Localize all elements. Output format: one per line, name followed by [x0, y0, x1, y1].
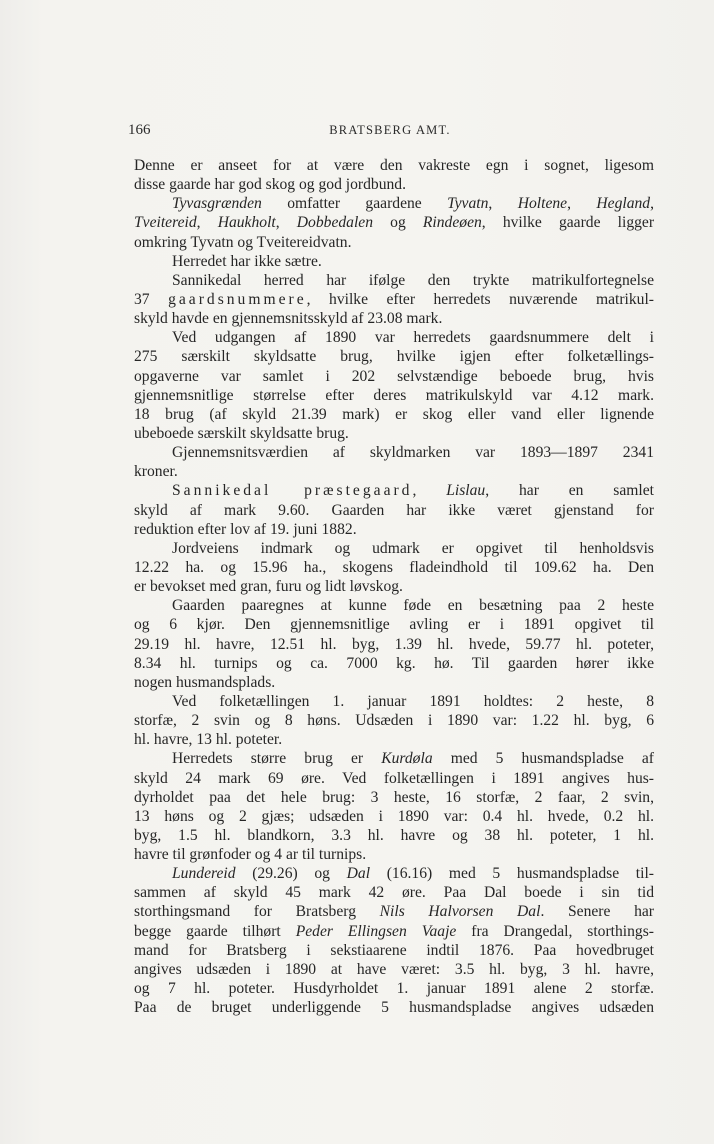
text-line: storthingsmand for Bratsberg Nils Halvorsen Dal. Senere har — [134, 903, 654, 921]
text-line: skyld af mark 9.60. Gaarden har ikke været gjenstand for — [134, 501, 654, 519]
running-title: BRATSBERG AMT. — [329, 123, 451, 137]
text-line: kroner. — [134, 463, 178, 481]
text-line: gjennemsnitlige størrelse efter deres matrikulskyld var 4.12 mark. — [134, 386, 654, 404]
text-line: 18 brug (af skyld 21.39 mark) er skog eller vand eller lignende — [134, 405, 654, 423]
text-line: mand for Bratsberg i sekstiaarene indtil 1876. Paa hovedbruget — [134, 941, 654, 959]
text-line: og 6 kjør. Den gjennemsnitlige avling er i 1891 opgivet til — [134, 616, 654, 634]
text-line: Tveitereid, Haukholt, Dobbedalen og Rindeøen, hvilke gaarde ligger — [134, 214, 655, 232]
text-line: Herredet har ikke sætre. — [172, 252, 322, 270]
text-line: reduktion efter lov af 19. juni 1882. — [134, 520, 357, 538]
text-line: disse gaarde har god skog og god jordbund. — [134, 176, 406, 194]
page-header — [128, 122, 652, 142]
text-line: nogen husmandsplads. — [134, 673, 276, 691]
text-line: ubeboede særskilt skyldsatte brug. — [134, 424, 349, 442]
text-line: skyld havde en gjennemsnitsskyld af 23.08 mark. — [134, 310, 443, 328]
text-line: byg, 1.5 hl. blandkorn, 3.3 hl. havre og 38 hl. poteter, 1 hl. — [134, 826, 654, 844]
text-line: 29.19 hl. havre, 12.51 hl. byg, 1.39 hl. hvede, 59.77 hl. poteter, — [134, 635, 654, 653]
text-line: Ved folketællingen 1. januar 1891 holdtes: 2 heste, 8 — [172, 692, 654, 710]
text-line: Herredets større brug er Kurdøla med 5 husmandspladse af — [172, 750, 654, 768]
text-line: Sannikedal præstegaard, Lislau, har en samlet — [172, 482, 655, 500]
text-line: skyld 24 mark 69 øre. Ved folketællingen i 1891 angives hus- — [134, 769, 654, 787]
text-line: Jordveiens indmark og udmark er opgivet til henholdsvis — [172, 539, 654, 557]
body-text — [134, 156, 654, 1017]
text-line: begge gaarde tilhørt Peder Ellingsen Vaaje fra Drangedal, storthings- — [134, 922, 654, 940]
text-line: omkring Tyvatn og Tveitereidvatn. — [134, 233, 352, 251]
text-line: Tyvasgrænden omfatter gaardene Tyvatn, Holtene, Hegland, — [172, 195, 655, 213]
text-line: angives udsæden i 1890 at have været: 3.5 hl. byg, 3 hl. havre, — [134, 960, 654, 978]
text-line: 12.22 ha. og 15.96 ha., skogens fladeindhold til 109.62 ha. Den — [134, 558, 654, 576]
text-line: dyrholdet paa det hele brug: 3 heste, 16 storfæ, 2 faar, 2 svin, — [134, 788, 654, 806]
text-line: sammen af skyld 45 mark 42 øre. Paa Dal boede i sin tid — [134, 884, 654, 902]
text-line: 37 gaardsnummere, hvilke efter herredets nuværende matrikul- — [134, 290, 654, 308]
text-line: opgaverne var samlet i 202 selvstændige beboede brug, hvis — [134, 367, 654, 385]
text-line: hl. havre, 13 hl. poteter. — [134, 731, 283, 749]
text-line: Lundereid (29.26) og Dal (16.16) med 5 husmandspladse til- — [172, 865, 654, 883]
text-line: storfæ, 2 svin og 8 høns. Udsæden i 1890 var: 1.22 hl. byg, 6 — [134, 712, 654, 730]
text-line: Gjennemsnitsværdien af skyldmarken var 1893—1897 2341 — [172, 444, 654, 462]
text-line: Ved udgangen af 1890 var herredets gaardsnummere delt i — [172, 329, 654, 347]
text-line: Paa de bruget underliggende 5 husmandspladse angives udsæden — [134, 999, 654, 1017]
text-line: 13 høns og 2 gjæs; udsæden i 1890 var: 0.4 hl. hvede, 0.2 hl. — [134, 807, 654, 825]
text-line: 8.34 hl. turnips og ca. 7000 kg. hø. Til gaarden hører ikke — [134, 654, 654, 672]
text-line: Denne er anseet for at være den vakreste egn i sognet, ligesom — [134, 157, 654, 174]
text-line: Gaarden paaregnes at kunne føde en besætning paa 2 heste — [172, 597, 654, 615]
page-number: 166 — [128, 122, 151, 138]
text-line: og 7 hl. poteter. Husdyrholdet 1. januar 1891 alene 2 storfæ. — [134, 980, 654, 998]
text-line: Sannikedal herred har ifølge den trykte matrikulfortegnelse — [172, 271, 654, 289]
text-line: 275 særskilt skyldsatte brug, hvilke igjen efter folketællings- — [134, 348, 654, 366]
text-line: er bevokset med gran, furu og lidt løvskog. — [134, 578, 403, 596]
text-line: havre til grønfoder og 4 ar til turnips. — [134, 846, 367, 864]
